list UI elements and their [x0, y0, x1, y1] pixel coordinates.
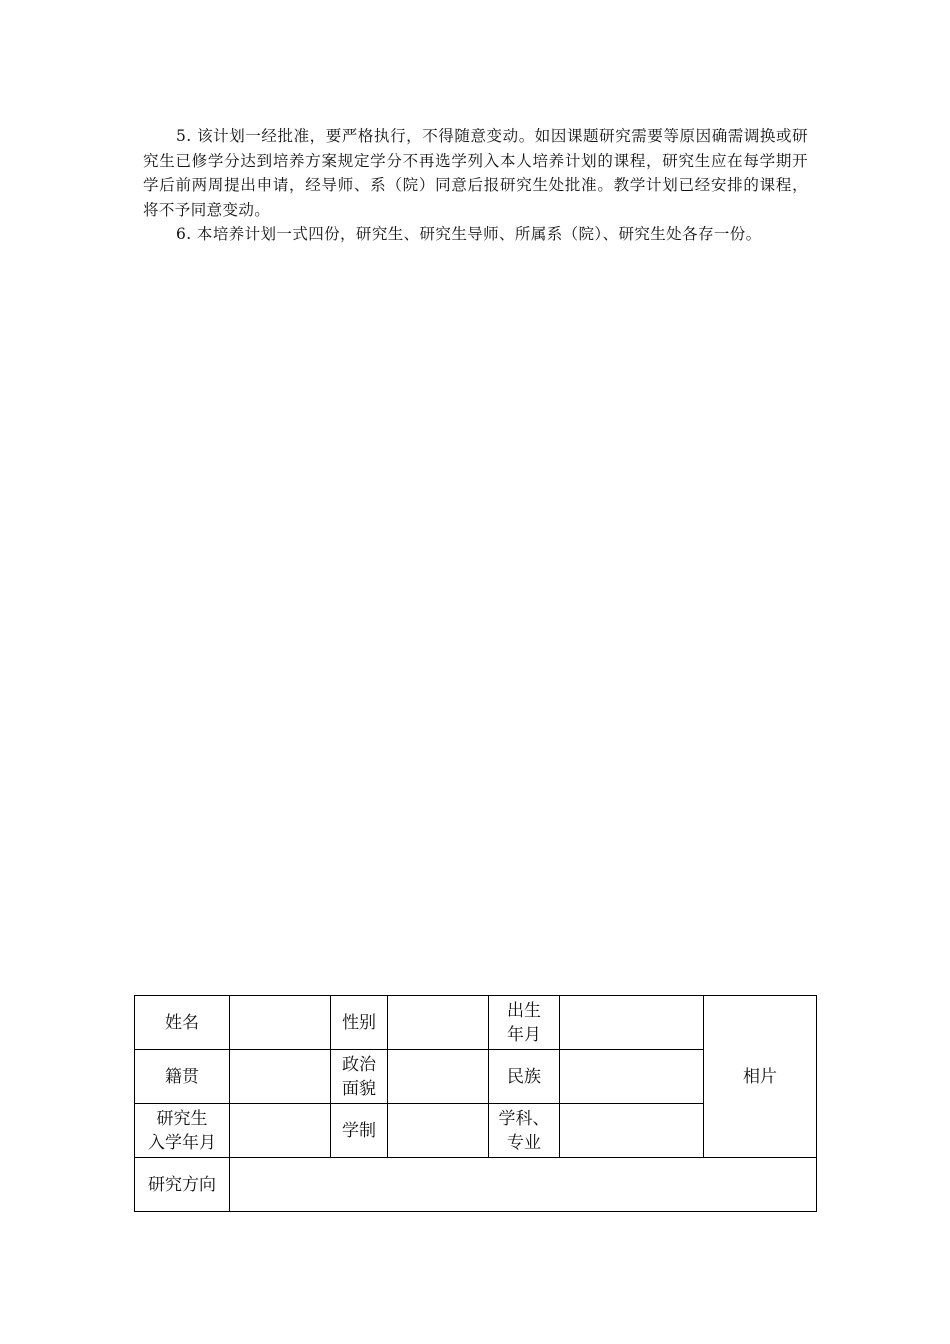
discipline-major-label-line1: 学科、	[498, 1108, 550, 1129]
name-field[interactable]	[230, 996, 331, 1050]
photo-box[interactable]: 相片	[704, 996, 817, 1158]
birth-date-label	[489, 996, 560, 1050]
table-row	[135, 1158, 817, 1212]
enrollment-date-label-line1: 研究生	[156, 1108, 208, 1129]
ethnicity-label: 民族	[489, 1050, 560, 1104]
birth-date-label-line2: 年月	[507, 1024, 541, 1045]
ethnicity-field[interactable]	[560, 1050, 704, 1104]
political-status-label	[331, 1050, 388, 1104]
instruction-item-6: 6. 本培养计划一式四份，研究生、研究生导师、所属系（院）、研究生处各存一份。	[176, 225, 762, 243]
program-duration-label: 学制	[331, 1104, 388, 1158]
political-status-field[interactable]	[388, 1050, 489, 1104]
birth-date-field[interactable]	[560, 996, 704, 1050]
research-direction-label: 研究方向	[135, 1158, 230, 1212]
native-place-field[interactable]	[230, 1050, 331, 1104]
gender-label: 性别	[331, 996, 388, 1050]
enrollment-date-label	[135, 1104, 230, 1158]
instruction-item-5: 5. 该计划一经批准，要严格执行，不得随意变动。如因课题研究需要等原因确需调换或研究生已修学分达到培养方案规定学分不再选学列入本人培养计划的课程，研究生应在每学期开学后前两周提出申请，经导师、系（院）同意后报研究生处批准。教学计划已经安排的课程，将不予同意变动。	[143, 127, 808, 219]
discipline-major-label-line2: 专业	[507, 1132, 541, 1153]
political-status-label-line1: 政治	[342, 1054, 376, 1075]
political-status-label-line2: 面貌	[342, 1078, 376, 1099]
research-direction-field[interactable]	[230, 1158, 817, 1212]
birth-date-label-line1: 出生	[507, 1000, 541, 1021]
program-duration-field[interactable]	[388, 1104, 489, 1158]
discipline-major-label	[489, 1104, 560, 1158]
enrollment-date-field[interactable]	[230, 1104, 331, 1158]
gender-field[interactable]	[388, 996, 489, 1050]
discipline-major-field[interactable]	[560, 1104, 704, 1158]
table-row	[135, 996, 817, 1050]
student-info-table	[134, 995, 817, 1212]
name-label: 姓名	[135, 996, 230, 1050]
enrollment-date-label-line2: 入学年月	[148, 1132, 216, 1153]
instructions-section	[143, 124, 808, 247]
native-place-label: 籍贯	[135, 1050, 230, 1104]
